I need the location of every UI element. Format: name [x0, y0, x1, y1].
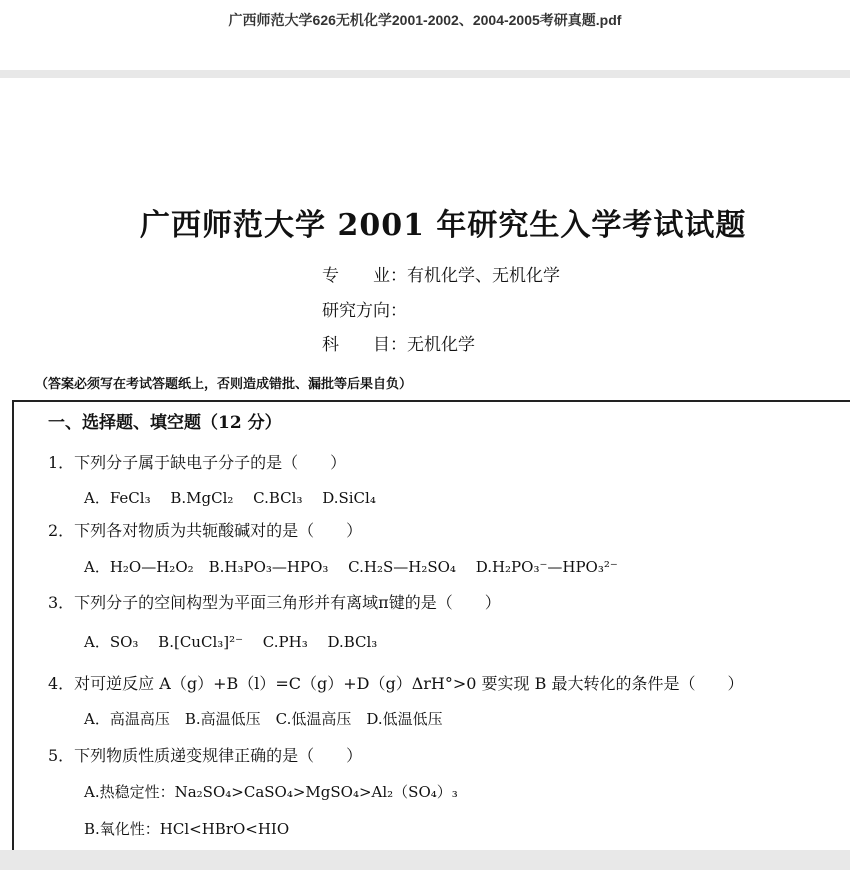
file-title: 广西师范大学626无机化学2001-2002、2004-2005考研真题.pdf — [228, 12, 622, 28]
document-page — [0, 78, 850, 850]
question-5: 5．下列物质性质递变规律正确的是（ ） — [48, 746, 363, 765]
question-5-option-a: A.热稳定性：Na₂SO₄>CaSO₄>MgSO₄>Al₂（SO₄）₃ — [84, 783, 458, 801]
exam-major: 专 业：有机化学、无机化学 — [322, 266, 560, 286]
question-1-options: A．FeCl₃ B.MgCl₂ C.BCl₃ D.SiCl₄ — [84, 489, 376, 507]
question-3-options: A．SO₃ B.[CuCl₃]²⁻ C.PH₃ D.BCl₃ — [84, 633, 378, 651]
question-4-options: A．高温高压 B.高温低压 C.低温高压 D.低温低压 — [84, 710, 443, 728]
page-gap-bottom — [0, 850, 850, 870]
question-2-options: A．H₂O—H₂O₂ B.H₃PO₃—HPO₃ C.H₂S—H₂SO₄ D.H₂PO₃⁻—HPO₃²⁻ — [84, 558, 618, 576]
question-3: 3．下列分子的空间构型为平面三角形并有离域π键的是（ ） — [48, 593, 501, 612]
question-4: 4．对可逆反应 A（g）+B（l）=C（g）+D（g）ΔrH°>0 要实现 B 最大转化的条件是（ ） — [48, 674, 744, 693]
section-title: 一、选择题、填空题（12 分） — [48, 413, 282, 433]
viewer-header — [0, 0, 850, 70]
question-5-option-b: B.氧化性：HCl<HBrO<HIO — [84, 820, 290, 838]
question-1: 1．下列分子属于缺电子分子的是（ ） — [48, 453, 347, 472]
exam-subject: 科 目：无机化学 — [322, 335, 475, 355]
exam-notice: （答案必须写在考试答题纸上，否则造成错批、漏批等后果自负） — [35, 377, 413, 392]
question-2: 2．下列各对物质为共轭酸碱对的是（ ） — [48, 521, 363, 540]
exam-direction: 研究方向： — [322, 301, 407, 321]
exam-title: 广西师范大学 2001 年研究生入学考试试题 — [140, 208, 747, 243]
page-gap-top — [0, 70, 850, 78]
